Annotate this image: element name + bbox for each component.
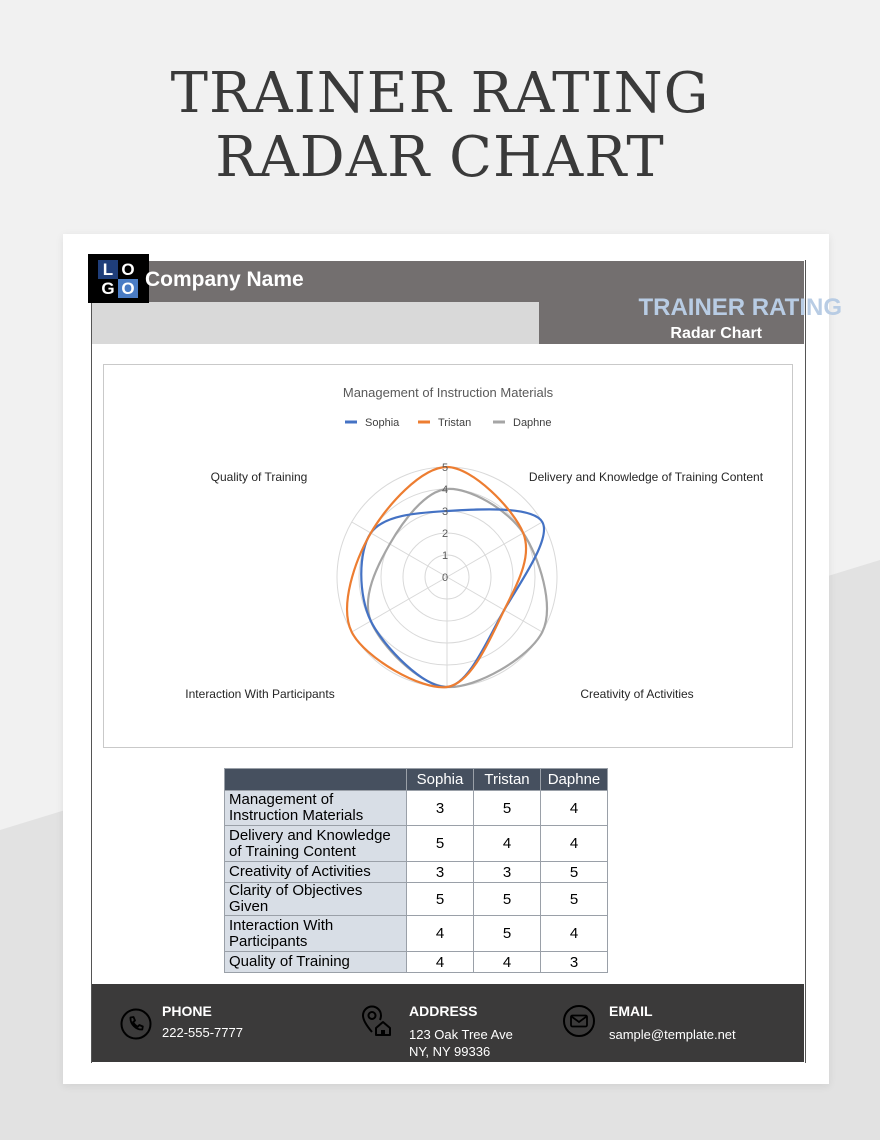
logo-letter: L — [98, 260, 118, 279]
table-cell: 4 — [407, 952, 474, 973]
axis-label: Creativity of Activities — [580, 687, 694, 701]
row-label: Management of Instruction Materials — [225, 791, 407, 826]
table-row — [225, 862, 608, 883]
axis-label: Quality of Training — [210, 470, 308, 484]
header-title: TRAINER RATING — [638, 294, 842, 321]
logo-letter: O — [118, 279, 138, 298]
tick-label: 5 — [441, 462, 449, 474]
row-label: Interaction With Participants — [225, 916, 407, 952]
table-cell: 5 — [474, 791, 541, 826]
location-home-icon — [359, 1003, 393, 1037]
table-cell: 5 — [474, 916, 541, 952]
table-header-cell: Tristan — [474, 769, 541, 791]
table-cell: 4 — [541, 826, 608, 862]
phone-icon — [120, 1008, 152, 1040]
radar-chart — [103, 364, 793, 748]
table-row — [225, 883, 608, 916]
table-cell: 3 — [407, 791, 474, 826]
subheader-left — [92, 302, 539, 344]
radar-chart-svg — [104, 365, 792, 747]
row-label: Delivery and Knowledge of Training Content — [225, 826, 407, 862]
table-cell: 4 — [474, 826, 541, 862]
table-row — [225, 826, 608, 862]
table-header-row — [225, 769, 608, 791]
table-header-cell: Sophia — [407, 769, 474, 791]
tick-label: 4 — [441, 484, 449, 496]
table-cell: 5 — [541, 862, 608, 883]
legend-label: Tristan — [438, 417, 472, 429]
row-label: Creativity of Activities — [225, 862, 407, 883]
phone-value: 222-555-7777 — [162, 1025, 243, 1040]
axis-label: Delivery and Knowledge of Training Content — [528, 470, 764, 484]
tick-label: 1 — [441, 550, 449, 562]
address-title: ADDRESS — [409, 1003, 478, 1019]
page-title — [0, 62, 880, 190]
table-cell: 5 — [541, 883, 608, 916]
table-cell: 4 — [474, 952, 541, 973]
table-header-blank — [225, 769, 407, 791]
table-cell: 3 — [407, 862, 474, 883]
axis-spoke — [352, 577, 447, 632]
phone-title: PHONE — [162, 1003, 212, 1019]
table-cell: 4 — [407, 916, 474, 952]
logo-letter: O — [118, 260, 138, 279]
table-row — [225, 952, 608, 973]
tick-label: 3 — [441, 506, 449, 518]
table-header-cell: Daphne — [541, 769, 608, 791]
footer — [92, 984, 804, 1062]
table-cell: 4 — [541, 916, 608, 952]
legend-label: Daphne — [513, 417, 552, 429]
page-title-line1: TRAINER RATING — [170, 61, 710, 126]
row-label: Quality of Training — [225, 952, 407, 973]
table-row — [225, 916, 608, 952]
table-cell: 5 — [474, 883, 541, 916]
table-cell: 3 — [541, 952, 608, 973]
table-cell: 5 — [407, 826, 474, 862]
table-row — [225, 791, 608, 826]
tick-label: 2 — [441, 528, 449, 540]
table-cell: 5 — [407, 883, 474, 916]
chart-title: Management of Instruction Materials — [342, 385, 554, 400]
page-title-line2: RADAR CHART — [215, 125, 665, 190]
logo-letter: G — [98, 279, 118, 298]
company-name: Company Name — [145, 268, 304, 291]
table-cell: 3 — [474, 862, 541, 883]
email-icon — [562, 1004, 596, 1038]
email-title: EMAIL — [609, 1003, 653, 1019]
tick-label: 0 — [441, 572, 449, 584]
address-line1: 123 Oak Tree Ave — [409, 1027, 513, 1042]
table-cell: 4 — [541, 791, 608, 826]
axis-spoke — [447, 577, 542, 632]
axis-label: Interaction With Participants — [185, 687, 335, 701]
logo — [88, 254, 149, 303]
address-line2: NY, NY 99336 — [409, 1044, 491, 1059]
header-subtitle: Radar Chart — [670, 325, 762, 342]
legend-label: Sophia — [365, 417, 400, 429]
email-value: sample@template.net — [609, 1027, 736, 1042]
row-label: Clarity of Objectives Given — [225, 883, 407, 916]
ratings-table — [224, 768, 608, 973]
